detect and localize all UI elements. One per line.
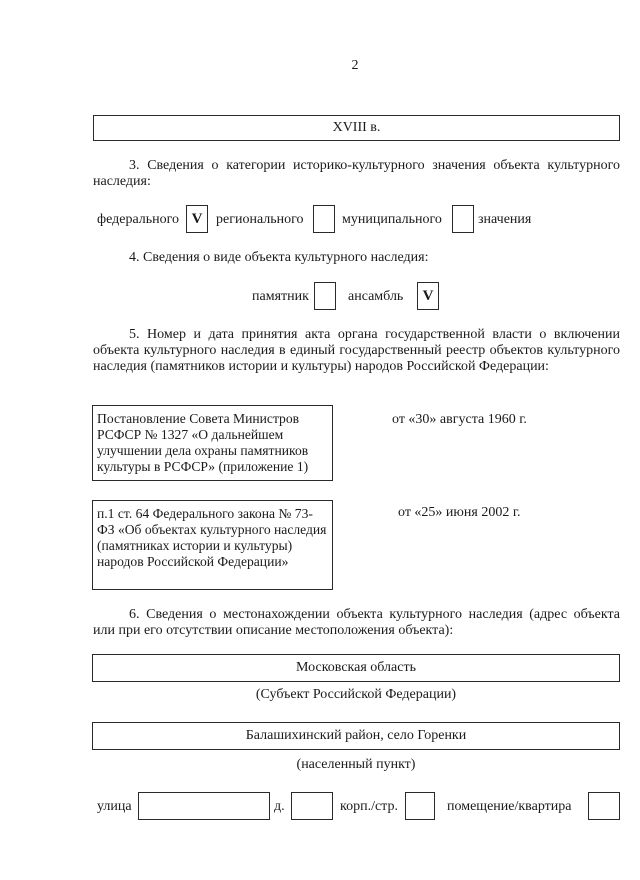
section5-text: 5. Номер и дата принятия акта органа государственной власти о включении объекта культурного наследия в единый государственный реестр объектов культурного наследия (памятников истории и культуры) народов Российской Федерации: bbox=[93, 327, 620, 374]
ensemble-label: ансамбль bbox=[348, 289, 404, 304]
section6-text: 6. Сведения о местонахождении объекта культурного наследия (адрес объекта или при его отсутствии описание местоположения объекта): bbox=[93, 607, 620, 638]
subject-field[interactable] bbox=[92, 654, 620, 682]
subject-value: Московская область bbox=[296, 660, 416, 675]
act-box-1 bbox=[92, 405, 333, 481]
apartment-field[interactable] bbox=[588, 792, 620, 820]
house-label: д. bbox=[274, 799, 285, 814]
street-field[interactable] bbox=[138, 792, 270, 820]
ensemble-checkbox[interactable]: V bbox=[417, 282, 439, 310]
act-date-1: от «30» августа 1960 г. bbox=[392, 412, 527, 427]
building-field[interactable] bbox=[405, 792, 435, 820]
act-title-1: Постановление Совета Министров РСФСР № 1327 «О дальнейшем улучшении дела охраны памятников культуры в РСФСР» (приложение 1) bbox=[97, 411, 309, 474]
page-number: 2 bbox=[351, 58, 359, 73]
section3-text: 3. Сведения о категории историко-культурного значения объекта культурного наследия: bbox=[93, 158, 620, 189]
significance-label: значения bbox=[478, 212, 532, 227]
building-label: корп./стр. bbox=[340, 799, 398, 814]
section4-text: 4. Сведения о виде объекта культурного наследия: bbox=[129, 250, 429, 265]
locality-caption: (населенный пункт) bbox=[296, 757, 416, 772]
regional-checkbox[interactable] bbox=[313, 205, 335, 233]
act-date-2: от «25» июня 2002 г. bbox=[398, 505, 521, 520]
locality-field[interactable] bbox=[92, 722, 620, 750]
subject-caption: (Субъект Российской Федерации) bbox=[255, 687, 457, 702]
federal-label: федерального bbox=[97, 212, 180, 227]
era-field bbox=[93, 115, 620, 141]
monument-checkbox[interactable] bbox=[314, 282, 336, 310]
regional-label: регионального bbox=[216, 212, 304, 227]
act-box-2 bbox=[92, 500, 333, 590]
act-title-2: п.1 ст. 64 Федерального закона № 73-ФЗ «Об объектах культурного наследия (памятниках истории и культуры) народов Российской Федерации» bbox=[97, 506, 327, 569]
house-field[interactable] bbox=[291, 792, 333, 820]
era-value: XVIII в. bbox=[332, 120, 381, 135]
street-label: улица bbox=[97, 799, 132, 814]
municipal-label: муниципального bbox=[342, 212, 442, 227]
federal-checkbox[interactable]: V bbox=[186, 205, 208, 233]
locality-value: Балашихинский район, село Горенки bbox=[245, 728, 467, 743]
monument-label: памятник bbox=[252, 289, 309, 304]
apartment-label: помещение/квартира bbox=[447, 799, 572, 814]
municipal-checkbox[interactable] bbox=[452, 205, 474, 233]
